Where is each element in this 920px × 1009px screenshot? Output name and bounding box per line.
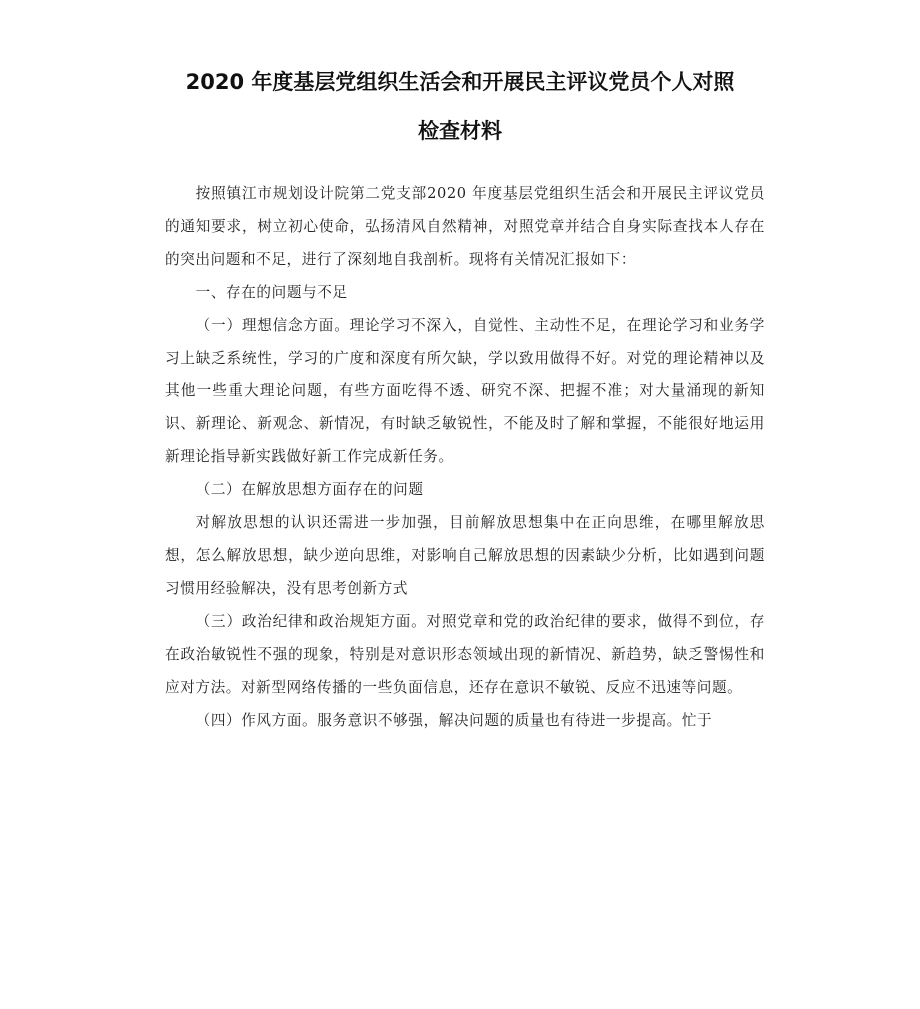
document-title-line-2: 检查材料 — [418, 119, 502, 143]
document-body — [165, 178, 765, 737]
paragraph-work-style: （四）作风方面。服务意识不够强，解决问题的质量也有待进一步提高。忙于 — [195, 711, 713, 729]
section-heading-problems: 一、存在的问题与不足 — [195, 283, 348, 301]
subheading-emancipating-mind: （二）在解放思想方面存在的问题 — [195, 481, 424, 499]
paragraph-intro: 按照镇江市规划设计院第二党支部2020 年度基层党组织生活会和开展民主评议党员的通知要求，树立初心使命，弘扬清风自然精神，对照党章并结合自身实际查找本人存在的突出问题和不足，进行了深刻地自我剖析。现将有关情况汇报如下： — [165, 185, 765, 268]
document-title-line-1: 2020 年度基层党组织生活会和开展民主评议党员个人对照 — [185, 70, 735, 94]
paragraph-political-discipline: （三）政治纪律和政治规矩方面。对照党章和党的政治纪律的要求，做得不到位，存在政治敏锐性不强的现象，特别是对意识形态领域出现的新情况、新趋势，缺乏警惕性和应对方法。对新型网络传播的一些负面信息，还存在意识不敏锐、反应不迅速等问题。 — [165, 612, 765, 696]
paragraph-emancipating-mind: 对解放思想的认识还需进一步加强，目前解放思想集中在正向思维，在哪里解放思想，怎么解放思想，缺少逆向思维，对影响自己解放思想的因素缺少分析，比如遇到问题习惯用经验解决，没有思考创新方式 — [165, 514, 765, 597]
paragraph-ideals-beliefs: （一）理想信念方面。理论学习不深入，自觉性、主动性不足，在理论学习和业务学习上缺乏系统性，学习的广度和深度有所欠缺，学以致用做得不好。对党的理论精神以及其他一些重大理论问题，有些方面吃得不透、研究不深、把握不准；对大量涌现的新知识、新理论、新观念、新情况，有时缺乏敏锐性，不能及时了解和掌握，不能很好地运用新理论指导新实践做好新工作完成新任务。 — [165, 316, 765, 466]
